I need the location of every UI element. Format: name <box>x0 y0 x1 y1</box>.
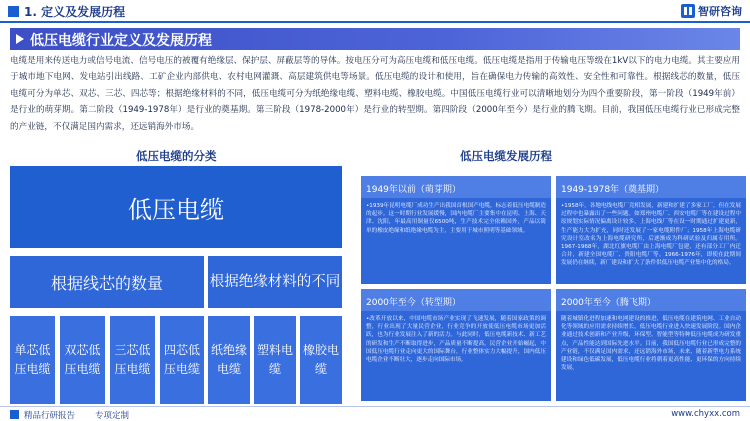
classification-root: 低压电缆 <box>10 166 342 248</box>
stage-period: 2000年至今（转型期） <box>361 289 551 311</box>
stage-text: 随着城镇化进程加速和电网建设的推进，低压电缆在建筑电网、工业自动化等领域的应用需求持续增长，低压电缆行业进入快速发展阶段。国内企业通过技术创新和产业升级，环保型、智能型等特种低压电缆成为研发重点，产品性能达到国际先进水平。目前，我国低压电缆行业已形成完整的产业链，不仅满足国内需求，还远销海外市场，未来，随着新型电力系统建设和绿色低碳发展，低压电缆行业将朝着更高性能、更环保的方向持续发展。 <box>561 316 741 372</box>
stage-card-4 <box>556 289 746 401</box>
stage-text: •1939年昆明电缆厂成功生产出我国首根国产电缆，标志着低压电缆制造的起步。这一时期行业发展缓慢，国内电缆厂主要集中在昆明、上海、天津、沈阳，年最高用铜量仅6500吨，生产技术完全依赖国外，产品以简单的橡皮绝缘和纸绝缘电缆为主，主要用于城市照明等基础领域。 <box>366 203 546 234</box>
footer-label-custom[interactable]: 专项定制 <box>95 411 130 421</box>
leaf-rubber: 橡胶电缆 <box>300 316 342 404</box>
top-bar <box>0 0 750 24</box>
title-band <box>10 28 740 50</box>
leaf-three-core: 三芯低压电缆 <box>110 316 155 404</box>
leaf-single-core: 单芯低压电缆 <box>10 316 55 404</box>
footer <box>0 406 750 421</box>
brand-logo-icon <box>681 4 695 18</box>
stage-period: 1949-1978年（奠基期） <box>556 176 746 198</box>
classification-by-core: 根据线芯的数量 <box>10 256 204 308</box>
brand-name: 智研咨询 <box>698 5 742 18</box>
leaf-plastic: 塑料电缆 <box>254 316 296 404</box>
classification-by-insulation: 根据绝缘材料的不同 <box>208 256 342 308</box>
leaf-paper-insulated: 纸绝缘电缆 <box>208 316 250 404</box>
leaf-four-core: 四芯低压电缆 <box>160 316 204 404</box>
section-marker-icon <box>8 6 19 17</box>
intro-paragraph: 电缆是用来传送电力或信号电流、信号电压的被覆有绝缘层、保护层、屏蔽层等的导体。按电压分可为高压电缆和低压电缆。低压电缆是指用于传输电压等级在1kV以下的电力电缆。其主要应用于城市地下电网、发电站引出线路、工矿企业内部供电、农村电网灌溉、高层建筑供电等场景。低压电缆的设计和使用，旨在确保电力传输的高效性、安全性和可靠性。根据线芯的数量，低压电缆可分为单芯、双芯、三芯、四芯等；根据绝缘材料的不同，低压电缆可分为纸绝缘电缆、塑料电缆、橡胶电缆。中国低压电缆行业可以清晰地划分为四个重要阶段，第一阶段（1949年前）是行业的萌芽期。第二阶段（1949-1978年）是行业的奠基期。第三阶段（1978-2000年）是行业的转型期。第四阶段（2000年至今）是行业的腾飞期。目前，我国低压电缆行业已形成完整的产业链，不仅满足国内需求，还远销海外市场。 <box>10 56 740 132</box>
stage-period: 2000年至今（腾飞期） <box>556 289 746 311</box>
leaf-dual-core: 双芯低压电缆 <box>60 316 105 404</box>
header-rule <box>0 21 750 23</box>
footer-label-reports[interactable]: 精品行研报告 <box>24 411 76 421</box>
stage-period: 1949年以前（萌芽期） <box>361 176 551 198</box>
stage-text: •改革开放以来，中国电缆市场产业实现了飞速发展，随着国家政策的调整，行业出现了大量民营企业，行业竞争的开放使低压电缆市场更加活跃，也为行业发展注入了新的活力。与此同时，低压电缆新技术、新工艺的研发和生产不断取得进步，产品质量不断提高，民营企业开始崛起，中国低压电缆行业走向更大的国际舞台，行业整体实力大幅提升，国内低压电缆企业不断壮大，逐步走向国际市场。 <box>366 316 546 364</box>
history-heading: 低压电缆发展历程 <box>460 149 552 163</box>
stage-card-1 <box>361 176 551 284</box>
stage-card-3 <box>361 289 551 401</box>
stage-text: •1958年，各地电线电缆厂竞相发展，新建和扩建了多家工厂，但在发展过程中也暴露出了一些问题。如郑州电缆厂、西安电缆厂等在建设过程中原规划实际情况偏离设计较多，上海电线厂等在设一时期通过扩建更新，生产能力大为扩充，同时还发展了一家电缆附件厂；1958年上海电缆研究设计室改名为上海电缆研究所，后逐渐成为科研试验及归属专用所。1967-1968年，湖北红旗电缆厂由上海电缆厂包建，还有部分工厂内迁合并，新建全国电缆厂、贵阳电缆厂等。1966-1976年，即使在此期间发展仍在继续，新厂建设和扩大了条件供低压电缆产业集中化的格局。 <box>561 203 741 267</box>
section-title: 1. 定义及发展历程 <box>24 5 126 19</box>
play-arrow-icon <box>16 34 24 44</box>
footer-website[interactable]: www.chyxx.com <box>671 409 740 419</box>
brand <box>681 3 742 19</box>
classification-heading: 低压电缆的分类 <box>136 149 217 163</box>
page-title: 低压电缆行业定义及发展历程 <box>30 33 212 49</box>
report-icon <box>10 410 19 419</box>
stage-card-2 <box>556 176 746 284</box>
